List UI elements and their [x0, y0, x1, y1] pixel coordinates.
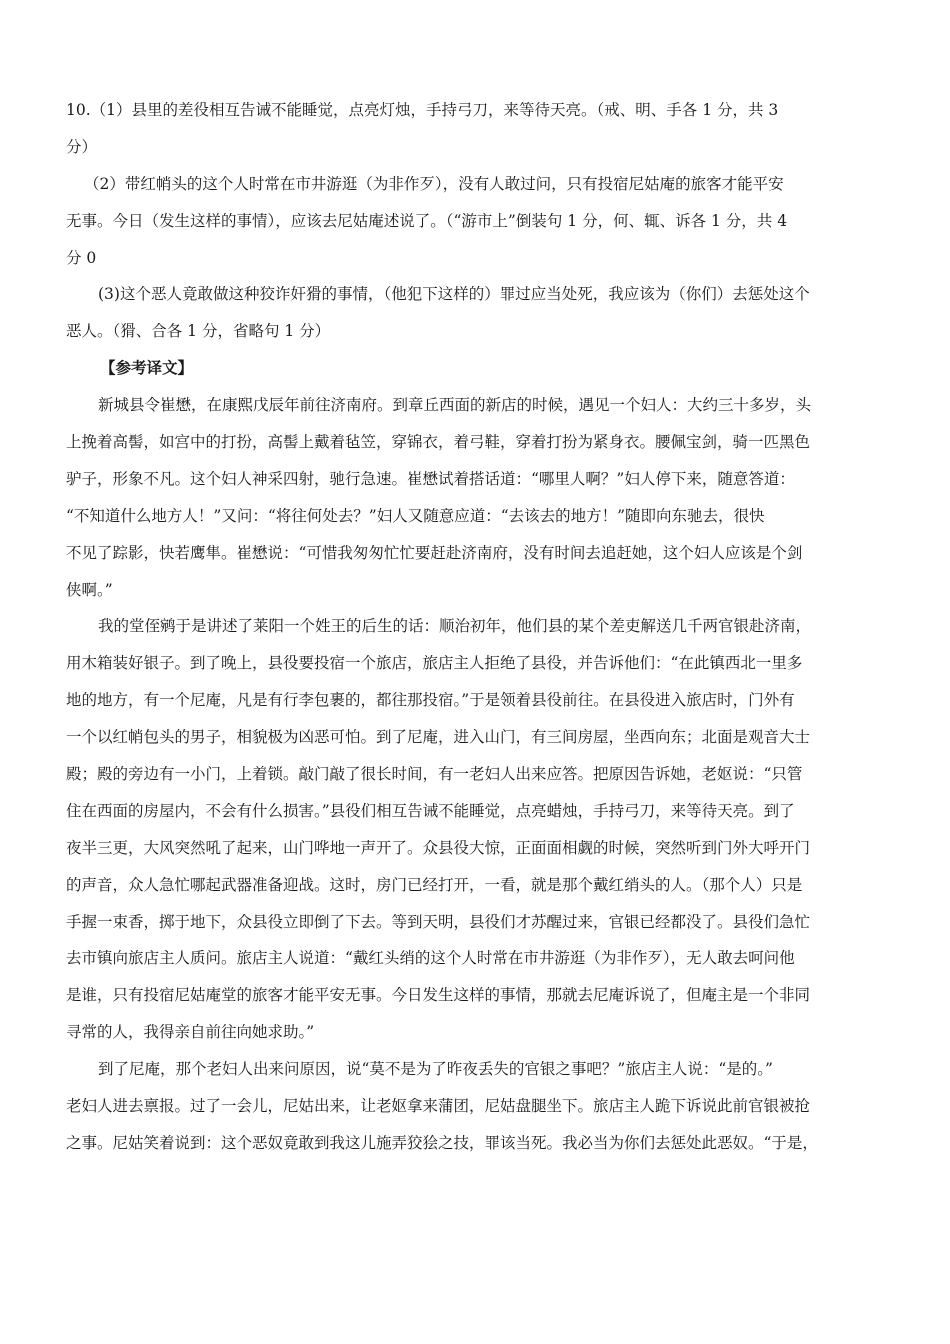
paragraph-line: 殿；殿的旁边有一小门，上着锁。敲门敲了很长时间，有一老妇人出来应答。把原因告诉她，老妪说：“只管 [66, 765, 803, 784]
answer-10-2-line: 分 0 [66, 248, 97, 267]
paragraph-line: 住在西面的房屋内，不会有什么损害。”县役们相互告诫不能睡觉，点亮蜡烛，手持弓刀，来等待天亮。到了 [66, 801, 795, 820]
paragraph-line: 老妇人进去禀报。过了一会儿，尼姑出来，让老妪拿来蒲团，尼姑盘腿坐下。旅店主人跪下诉说此前官银被抢 [66, 1097, 811, 1116]
paragraph-line: 驴子，形象不凡。这个妇人神采四射，驰行急速。崔懋试着搭话道：“哪里人啊？”妇人停下来，随意答道： [66, 469, 795, 488]
document-body [66, 92, 882, 1162]
paragraph-line: 手握一束香，掷于地下，众县役立即倒了下去。等到天明，县役们才苏醒过来，官银已经都没了。县役们急忙 [66, 912, 811, 931]
paragraph-line: 地的地方，有一个尼庵，凡是有行李包裹的，都往那投宿。”于是领着县役前往。在县役进入旅店时，门外有 [66, 691, 795, 710]
paragraph-line: “不知道什么地方人！”又问：“将往何处去？”妇人又随意应道：“去该去的地方！”随即向东驰去，很快 [66, 506, 765, 525]
section-heading: 【参考译文】 [100, 358, 194, 378]
answer-10-1-line: 10.（1）县里的差役相互告诫不能睡觉，点亮灯烛，手持弓刀，来等待天亮。（戒、明、手各 1 分，共 3 [66, 101, 779, 119]
paragraph-line: 夜半三更，大风突然吼了起来，山门哗地一声开了。众县役大惊，正面面相觑的时候，突然听到门外大呼开门 [66, 838, 811, 857]
answer-10-3-line: 恶人。（猾、合各 1 分，省略句 1 分） [66, 322, 331, 341]
paragraph-line: 上挽着高髻，如宫中的打扮，高髻上戴着毡笠，穿锦衣，着弓鞋，穿着打扮为紧身衣。腰佩宝剑，骑一匹黑色 [66, 433, 811, 452]
paragraph-line: 不见了踪影，快若鹰隼。崔懋说：“可惜我匆匆忙忙要赶赴济南府，没有时间去追赶她，这个妇人应该是个剑 [66, 543, 803, 562]
paragraph-line: 用木箱装好银子。到了晚上，县役要投宿一个旅店，旅店主人拒绝了县役，并告诉他们：“在此镇西北一里多 [66, 654, 803, 673]
paragraph-line: 寻常的人，我得亲自前往向她求助。” [66, 1023, 315, 1042]
answer-10-3-line: (3)这个恶人竟敢做这种狡诈奸猾的事情，（他犯下这样的）罪过应当处死，我应该为（你们）去惩处这个 [98, 285, 810, 304]
paragraph-line: 的声音，众人急忙哪起武器准备迎战。这时，房门已经打开，一看，就是那个戴红绡头的人。（那个人）只是 [66, 875, 803, 894]
paragraph-line: 到了尼庵，那个老妇人出来问原因，说“莫不是为了昨夜丢失的官银之事吧？”旅店主人说：“是的。” [98, 1060, 773, 1079]
paragraph-line: 之事。尼姑笑着说到：这个恶奴竟敢到我这儿施弄狡狯之技，罪该当死。我必当为你们去惩处此恶奴。“于是， [66, 1133, 818, 1152]
answer-10-2-line: （2）带红帩头的这个人时常在市井游逛（为非作歹），没有人敢过问，只有投宿尼姑庵的旅客才能平安 [84, 174, 784, 193]
paragraph-line: 侠啊。” [66, 580, 113, 599]
paragraph-line: 新城县令崔懋，在康熙戊辰年前往济南府。到章丘西面的新店的时候，遇见一个妇人：大约三十多岁，头 [98, 396, 812, 415]
paragraph-line: 我的堂侄鹓于是讲述了莱阳一个姓王的后生的话：顺治初年，他们县的某个差吏解送几千两官银赴济南， [98, 617, 812, 636]
paragraph-line: 去市镇向旅店主人质问。旅店主人说道：“戴红头绡的这个人时常在市井游逛（为非作歹），无人敢去呵问他 [66, 949, 795, 968]
paragraph-line: 是谁，只有投宿尼姑庵堂的旅客才能平安无事。今日发生这样的事情，那就去尼庵诉说了，但庵主是一个非同 [66, 986, 811, 1005]
answer-10-1-line: 分） [66, 137, 98, 156]
paragraph-line: 一个以红帩包头的男子，相貌极为凶恶可怕。到了尼庵，进入山门，有三间房屋，坐西向东；北面是观音大士 [66, 728, 811, 747]
answer-10-2-line: 无事。今日（发生这样的事情），应该去尼姑庵述说了。（“游市上”倒装句 1 分，何、辄、诉各 1 分，共 4 [66, 211, 788, 230]
